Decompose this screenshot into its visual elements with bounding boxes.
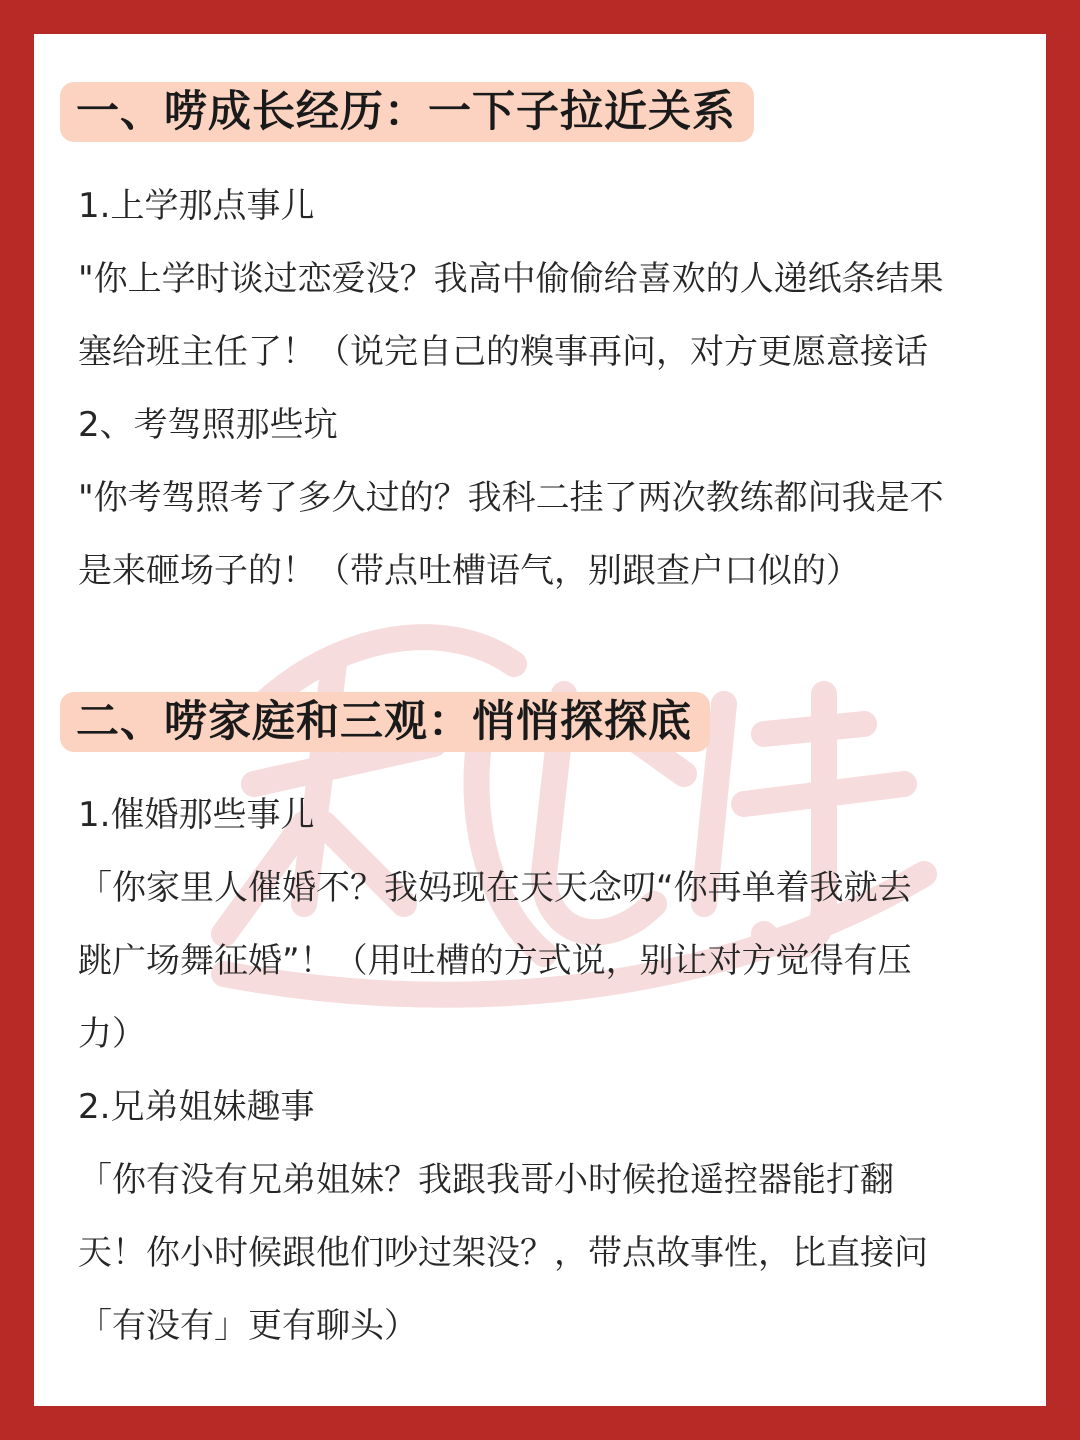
body-line: 力） [78,1014,146,1054]
subheading-school: 1.上学那点事儿 [78,186,315,226]
subheading-driving: 2、考驾照那些坑 [78,405,338,445]
body-line: "你上学时谈过恋爱没？我高中偷偷给喜欢的人递纸条结果 [78,259,944,299]
body-line: 「有没有」更有聊头） [78,1306,418,1346]
subheading-marriage: 1.催婚那些事儿 [78,795,315,835]
body-line: 是来砸场子的！（带点吐槽语气，别跟查户口似的） [78,551,860,591]
body-line: 塞给班主任了！（说完自己的糗事再问，对方更愿意接话 [78,332,928,372]
body-line: "你考驾照考了多久过的？我科二挂了两次教练都问我是不 [78,478,944,518]
section-title-growth: 一、唠成长经历：一下子拉近关系 [60,82,754,142]
body-line: 「你有没有兄弟姐妹？我跟我哥小时候抢遥控器能打翻 [78,1160,894,1200]
body-line: 天！你小时候跟他们吵过架没？，带点故事性，比直接问 [78,1233,928,1273]
section-title-family: 二、唠家庭和三观：悄悄探探底 [60,692,710,752]
body-line: 跳广场舞征婚”！（用吐槽的方式说，别让对方觉得有压 [78,941,912,981]
content-card [34,34,1046,1406]
subheading-siblings: 2.兄弟姐妹趣事 [78,1087,315,1127]
body-line: 「你家里人催婚不？我妈现在天天念叨“你再单着我就去 [78,868,912,908]
